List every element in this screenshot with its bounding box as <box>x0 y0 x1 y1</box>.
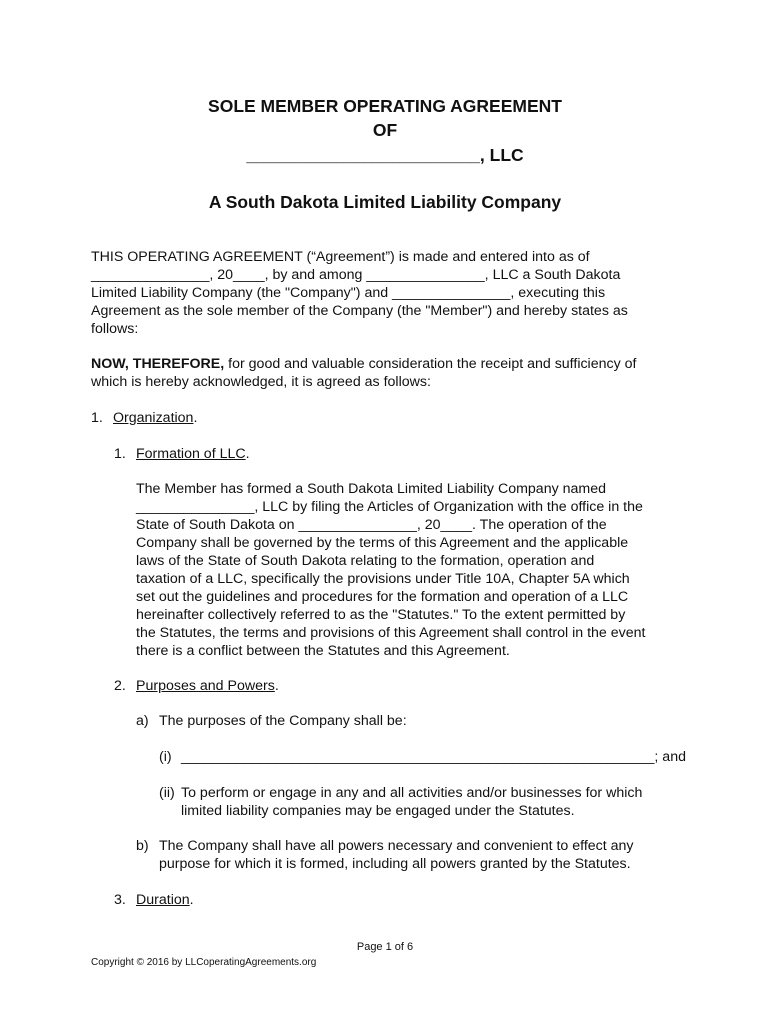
document-subtitle: A South Dakota Limited Liability Company <box>208 192 562 212</box>
formation-line: _______________, LLC by filing the Articles of Organization with the office in the <box>136 499 643 515</box>
purpose-item-b <box>136 837 634 873</box>
section-number: 1. <box>91 410 103 426</box>
intro-line: THIS OPERATING AGREEMENT (“Agreement”) is made and entered into as of <box>91 249 590 265</box>
document-title: SOLE MEMBER OPERATING AGREEMENT <box>208 96 562 116</box>
formation-line: State of South Dakota on _______________, 20____. The operation of the <box>136 517 607 533</box>
item-text: The Company shall have all powers necessary and convenient to effect any <box>159 838 634 854</box>
item-text: To perform or engage in any and all activities and/or businesses for which <box>181 785 643 801</box>
document-title-of: OF <box>372 120 398 140</box>
subsection-title: Duration <box>136 892 190 908</box>
intro-paragraph <box>91 248 628 338</box>
subsection-number: 2. <box>114 678 126 694</box>
formation-line: The Member has formed a South Dakota Limited Liability Company named <box>136 481 606 497</box>
now-therefore-line <box>91 355 636 373</box>
subsection-period: . <box>189 892 194 908</box>
page-number: Page 1 of 6 <box>356 941 414 953</box>
item-label: (ii) <box>159 785 175 801</box>
copyright-notice: Copyright © 2016 by LLCoperatingAgreements.org <box>91 957 317 968</box>
item-text: The purposes of the Company shall be: <box>159 713 407 729</box>
subsection-period: . <box>274 678 279 694</box>
subsection-number: 3. <box>114 892 126 908</box>
formation-paragraph <box>136 480 645 660</box>
section-1-heading <box>91 409 197 427</box>
purpose-item-a <box>136 712 407 730</box>
item-line <box>136 837 634 855</box>
item-line: limited liability companies may be engaged under the Statutes. <box>181 803 575 819</box>
intro-line: follows: <box>91 321 139 337</box>
now-therefore-rest: for good and valuable consideration the receipt and sufficiency of <box>224 356 637 372</box>
formation-line: taxation of a LLC, specifically the provisions under Title 10A, Chapter 5A which <box>136 571 630 587</box>
subsection-2-heading <box>114 677 279 695</box>
subsection-period: . <box>245 446 250 462</box>
company-name-blank: ________________________, LLC <box>246 145 524 165</box>
item-label: b) <box>136 838 149 854</box>
item-line: purpose for which it is formed, including all powers granted by the Statutes. <box>159 856 631 872</box>
intro-line: Agreement as the sole member of the Company (the "Member") and hereby states as <box>91 303 628 319</box>
subsection-title: Purposes and Powers <box>136 678 275 694</box>
now-therefore-paragraph <box>91 355 636 391</box>
subsection-title: Formation of LLC <box>136 446 246 462</box>
formation-line: the Statutes, the terms and provisions of this Agreement shall control in the event <box>136 625 646 641</box>
section-period: . <box>193 410 198 426</box>
now-therefore-line: which is hereby acknowledged, it is agreed as follows: <box>91 374 431 390</box>
intro-line: _______________, 20____, by and among _______________, LLC a South Dakota <box>91 267 621 283</box>
formation-line: Company shall be governed by the terms of this Agreement and the applicable <box>136 535 629 551</box>
subsection-3-heading <box>114 891 194 909</box>
now-therefore-bold: NOW, THEREFORE, <box>91 356 225 372</box>
purpose-item-i <box>159 748 686 766</box>
formation-line: hereinafter collectively referred to as the "Statutes." To the extent permitted by <box>136 607 626 623</box>
formation-line: laws of the State of South Dakota relating to the formation, operation and <box>136 553 595 569</box>
item-label: (i) <box>159 749 172 765</box>
item-text: ____________________________________________________________; and <box>181 749 686 765</box>
formation-line: there is a conflict between the Statutes and this Agreement. <box>136 643 510 659</box>
subsection-1-heading <box>114 445 250 463</box>
item-label: a) <box>136 713 149 729</box>
item-line <box>159 784 642 802</box>
subsection-number: 1. <box>114 446 126 462</box>
intro-line: Limited Liability Company (the "Company") and _______________, executing this <box>91 285 606 301</box>
purpose-item-ii <box>159 784 642 820</box>
section-title: Organization <box>113 410 194 426</box>
formation-line: set out the guidelines and procedures for the formation and operation of a LLC <box>136 589 629 605</box>
